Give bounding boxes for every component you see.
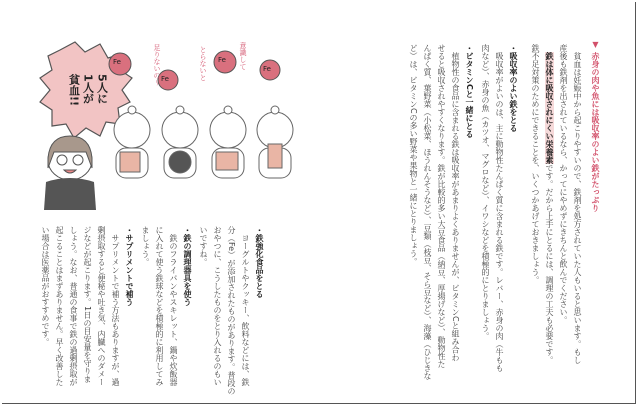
intro-line: 貧血は妊娠中から起こりやすいので、鉄剤を処方されていた人もいると思います。もし — [573, 44, 582, 364]
intro-line: 鉄は体に吸収されにくい栄養素です。だから上手にとるには、調理の工夫も必要です。 — [545, 52, 554, 364]
body-line: 植物性の食品に含まれる鉄は吸収率があまりよくありませんが、ビタミンCと組み合わ — [451, 44, 460, 362]
section-title: ▼ 赤身の肉や魚には吸収率のよい鉄がたっぷり — [591, 40, 600, 212]
fe-ball-1 — [109, 53, 131, 75]
body-line: ど）は、ビタミンCの多い野菜や果物と一緒にとりましょう。 — [409, 44, 418, 266]
bubble-col-1: 5人に — [95, 74, 109, 104]
section-heading: ・ビタミンCと一緒にとる — [465, 44, 474, 138]
body-line: 剰摂取すると便秘や吐き気、内臓へのダメー — [97, 226, 106, 386]
label-must-take: とらないと — [199, 46, 207, 81]
body-line: ヨーグルトやクッキー、飲料などには、鉄 — [241, 226, 250, 386]
section-heading: ・鉄強化食品をとる — [255, 226, 264, 298]
label-be-conscious: 意識して — [239, 42, 247, 70]
svg-text:Fe: Fe — [218, 56, 226, 64]
mom-character — [44, 136, 96, 210]
intro-line: 産後も鉄剤を出されているなら、かってにやめずにきちんと飲んでください。 — [559, 44, 568, 324]
label-not-enough: 足りないの〜 — [153, 44, 161, 86]
body-line: おやつに、こうしたものをとり入れるのもい — [213, 226, 222, 386]
illustration — [20, 40, 310, 210]
svg-text:Fe: Fe — [263, 65, 271, 73]
svg-text:Fe: Fe — [113, 58, 121, 66]
fe-ball-4 — [260, 60, 280, 80]
body-line: サプリメントで補う方法もありますが、過 — [111, 226, 120, 386]
body-line: いですね。 — [199, 226, 208, 266]
body-line: い場合は医薬品がおすすめです。 — [41, 226, 50, 346]
highlighted-phrase: 鉄は体に吸収されにくい栄養素 — [545, 52, 554, 164]
body-line: ましょう。 — [141, 226, 150, 266]
body-line: 肉など）、赤身の魚（カツオ、マグロなど）、イワシなどを積極的にとりましょう。 — [481, 44, 490, 340]
intro-line: 鉄不足対策のためにできることを、いくつかあげておきましょう。 — [531, 44, 540, 284]
body-line: 吸収率がよいのは、主に動物性たんぱく質に含まれる鉄です。レバー、赤身の肉（牛もも — [495, 44, 504, 372]
body-line: んぱく質、葉野菜（小松菜、ほうれんそうなど）、豆類（枝豆、そら豆など）、海藻（ひじきな — [423, 44, 432, 380]
section-heading: ・吸収率のよい鉄をとる — [509, 44, 518, 132]
body-line: せると吸収されやすくなります。鉄が比較的多い大豆食品（納豆、厚揚げなど）、動物性た — [437, 44, 446, 368]
body-line: に入れて使う鉄球などを積極的に利用してみ — [155, 226, 164, 386]
section-heading: ・サプリメントで補う — [125, 226, 134, 306]
bubble-col-2: 1人が — [81, 74, 95, 104]
fe-ball-3 — [214, 51, 236, 73]
body-line: ジなどが起こります。1日の目安量を守りま — [83, 226, 92, 384]
body-line: しょう。なお、普通の食事で鉄の過剰摂取が — [69, 226, 78, 386]
body-line: 起こることはまずありません。早く改善した — [55, 226, 64, 386]
body-line: 分（Fe）が添加されたものがあります。普段の — [227, 226, 236, 396]
body-line: 鉄のフライパンやスキレット、鍋や炊飯器 — [169, 226, 178, 386]
svg-text:Fe: Fe — [161, 75, 169, 83]
baby-characters — [114, 106, 293, 178]
section-heading: ・鉄の調理器具を使う — [183, 226, 192, 306]
bubble-col-3: 貧血!! — [67, 74, 81, 107]
